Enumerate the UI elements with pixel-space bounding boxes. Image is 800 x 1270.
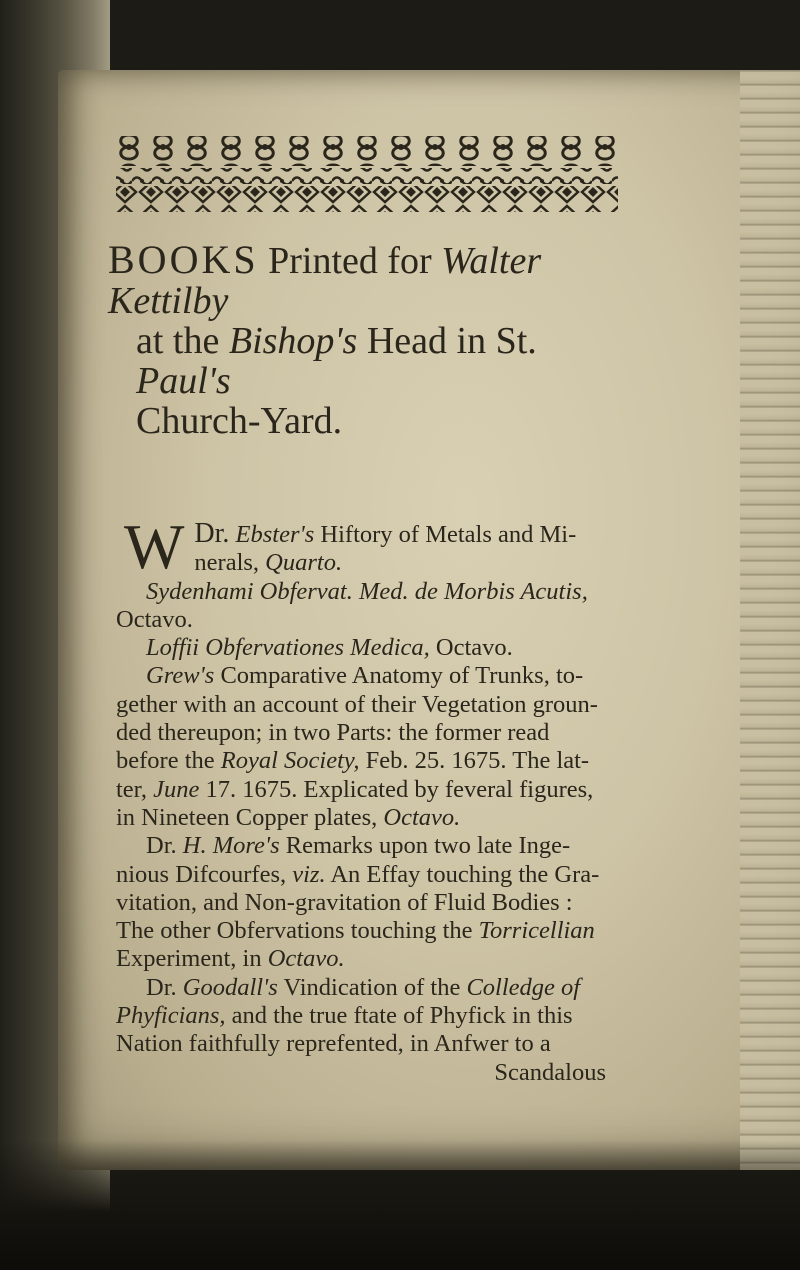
entry-text: nious Difcourfes, bbox=[116, 860, 287, 888]
entry-colledge: Colledge of bbox=[466, 973, 581, 1001]
book-entry-more bbox=[116, 832, 632, 973]
entry-format: Octavo. bbox=[383, 803, 461, 831]
page-edges bbox=[740, 70, 800, 1170]
entry-prefix: Dr. bbox=[146, 973, 177, 1001]
entry-torricellian: Torricellian bbox=[478, 917, 595, 945]
entry-format: Quarto. bbox=[265, 549, 343, 577]
heading-line-1 bbox=[108, 237, 628, 322]
entry-text: before the bbox=[116, 747, 215, 775]
entry-author: Grew's bbox=[146, 662, 215, 690]
catchword: Scandalous bbox=[494, 1058, 606, 1086]
entry-title: Vindication of the bbox=[283, 973, 461, 1001]
heading-line-3 bbox=[108, 401, 628, 441]
drop-cap-initial: W bbox=[124, 511, 185, 582]
entry-viz: viz. bbox=[292, 860, 326, 888]
entry-line: vitation, and Non-gravitation of Fluid Bodies : bbox=[116, 888, 573, 916]
book-entry-webster bbox=[116, 511, 632, 582]
heading-printed-for: Printed for bbox=[268, 240, 432, 282]
entry-text: 17. 1675. Explicated by feveral figures, bbox=[205, 775, 594, 803]
bottom-shadow bbox=[0, 1140, 800, 1270]
book-entry-sydenham bbox=[116, 578, 632, 635]
entry-text: in Nineteen Copper plates, bbox=[116, 803, 378, 831]
entry-text: Experiment, in bbox=[116, 945, 262, 973]
book-entry-loffius bbox=[116, 634, 632, 662]
heading-books: BOOKS bbox=[108, 237, 259, 282]
entry-line: Nation faithfully reprefented, in Anfwer to a bbox=[116, 1030, 551, 1058]
entry-author: H. More's bbox=[182, 832, 280, 860]
entry-text: An Effay touching the Gra- bbox=[330, 860, 600, 888]
entry-text: The other Obfervations touching the bbox=[116, 917, 473, 945]
heading-place-name: Paul's bbox=[136, 360, 231, 402]
book-entry-grew bbox=[116, 662, 632, 832]
entry-title: Sydenhami Obfervat. Med. de Morbis Acutis, bbox=[146, 577, 588, 605]
heading-sign-name: Bishop's bbox=[228, 320, 358, 362]
entry-month: June bbox=[153, 775, 200, 803]
entry-title-cont: nerals, bbox=[194, 549, 260, 577]
entry-text: Feb. 25. 1675. The lat- bbox=[365, 747, 590, 775]
entry-format: Octavo. bbox=[435, 634, 513, 662]
heading-printer-name: Walter Kettilby bbox=[108, 240, 542, 322]
heading-line-2 bbox=[108, 321, 628, 401]
entry-title: Hiftory of Metals and Mi- bbox=[320, 521, 577, 548]
entry-physicians: Phyficians, bbox=[116, 1002, 226, 1030]
entry-author: Ebster's bbox=[235, 521, 315, 548]
entry-line: ded thereupon; in two Parts: the former read bbox=[116, 719, 550, 747]
entry-author: Goodall's bbox=[182, 973, 278, 1001]
book-list bbox=[116, 511, 632, 1087]
entry-format: Octavo. bbox=[116, 605, 193, 633]
entry-title: Remarks upon two late Inge- bbox=[285, 832, 571, 860]
entry-society: Royal Society, bbox=[220, 747, 360, 775]
entry-prefix: Dr. bbox=[146, 832, 177, 860]
heading-church-yard: Church-Yard. bbox=[136, 400, 343, 442]
entry-prefix: Dr. bbox=[194, 518, 230, 549]
heading-head-in: Head in St. bbox=[366, 320, 537, 362]
entry-text: and the true ftate of Phyfick in this bbox=[231, 1002, 573, 1030]
entry-text: ter, bbox=[116, 775, 147, 803]
entry-line: gether with an account of their Vegetation groun- bbox=[116, 690, 598, 718]
title-heading-block bbox=[108, 237, 628, 442]
entry-title: Comparative Anatomy of Trunks, to- bbox=[220, 662, 584, 690]
book-entry-goodall bbox=[116, 974, 632, 1087]
ornamental-headpiece bbox=[112, 132, 622, 224]
heading-at-the: at the bbox=[136, 320, 220, 362]
entry-title: Loffii Obfervationes Medica, bbox=[146, 634, 430, 662]
entry-format: Octavo. bbox=[267, 945, 345, 973]
